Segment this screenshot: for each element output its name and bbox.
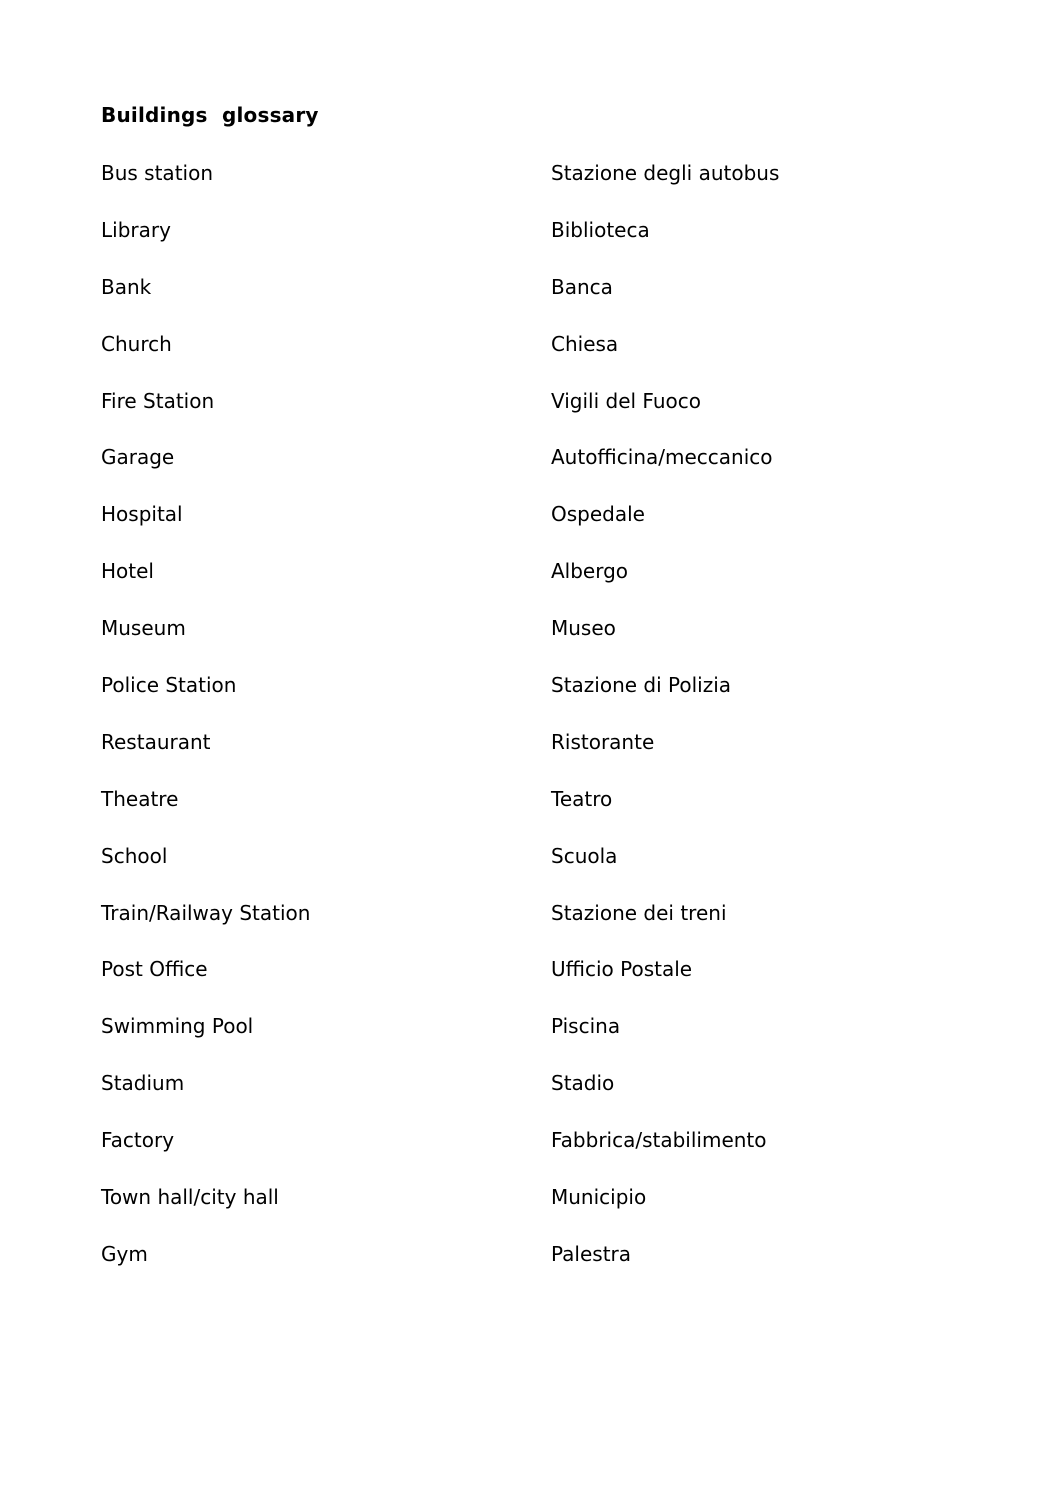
glossary-row [101,273,961,330]
italian-translation: Ospedale [551,502,645,527]
italian-translation: Stadio [551,1071,615,1096]
english-term: Post Office [101,957,208,982]
italian-translation: Municipio [551,1185,647,1210]
italian-translation: Ufficio Postale [551,957,693,982]
italian-translation: Teatro [551,786,613,811]
english-term: Hotel [101,559,154,584]
glossary-row [101,1240,961,1297]
english-term: Stadium [101,1071,185,1096]
italian-translation: Stazione di Polizia [551,673,732,698]
glossary-row [101,955,961,1012]
italian-translation: Stazione degli autobus [551,161,780,185]
english-term: Church [101,331,172,356]
page-title: Buildings glossary [101,103,319,127]
english-term: Museum [101,616,186,641]
glossary-row [101,1012,961,1069]
english-term: Hospital [101,502,183,527]
glossary-row [101,1183,961,1240]
english-term: Swimming Pool [101,1014,254,1039]
glossary-row [101,671,961,728]
italian-translation: Stazione dei treni [551,900,727,925]
glossary-row [101,216,961,273]
glossary-list [101,159,961,1297]
english-term: Fire Station [101,388,215,413]
glossary-row [101,500,961,557]
italian-translation: Chiesa [551,331,619,356]
english-term: Factory [101,1128,175,1153]
glossary-row [101,842,961,899]
glossary-row [101,387,961,444]
english-term: Bus station [101,161,214,185]
glossary-row [101,785,961,842]
italian-translation: Vigili del Fuoco [551,388,701,413]
glossary-row [101,1126,961,1183]
italian-translation: Ristorante [551,729,655,754]
glossary-row [101,159,961,216]
glossary-row [101,614,961,671]
italian-translation: Piscina [551,1014,621,1039]
italian-translation: Banca [551,274,613,299]
glossary-row [101,557,961,614]
english-term: Library [101,217,171,242]
glossary-row [101,443,961,500]
italian-translation: Biblioteca [551,217,650,242]
english-term: Town hall/city hall [101,1185,279,1210]
italian-translation: Fabbrica/stabilimento [551,1128,767,1153]
glossary-row [101,1069,961,1126]
italian-translation: Museo [551,616,616,641]
english-term: Train/Railway Station [101,900,311,925]
italian-translation: Albergo [551,559,629,584]
glossary-row [101,330,961,387]
english-term: Police Station [101,673,237,698]
english-term: Theatre [101,786,179,811]
italian-translation: Autofficina/meccanico [551,445,773,470]
glossary-row [101,899,961,956]
english-term: Bank [101,274,152,299]
english-term: Restaurant [101,729,211,754]
italian-translation: Palestra [551,1241,632,1266]
english-term: Gym [101,1241,148,1266]
english-term: School [101,843,168,868]
glossary-row [101,728,961,785]
italian-translation: Scuola [551,843,618,868]
english-term: Garage [101,445,175,470]
